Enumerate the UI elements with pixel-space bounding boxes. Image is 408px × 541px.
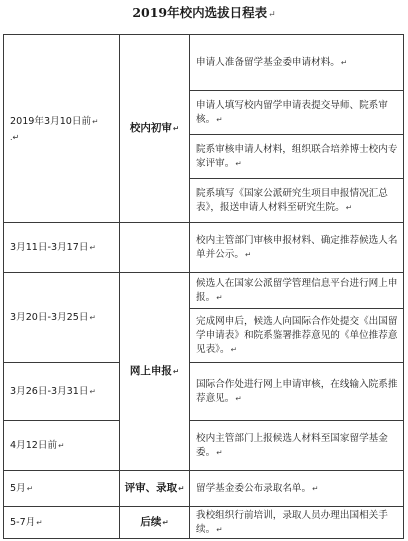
return-mark: ↵ bbox=[36, 517, 43, 527]
line-break-mark: .↵ bbox=[10, 133, 20, 142]
task-text: 留学基金委公布录取名单。 bbox=[196, 482, 312, 494]
task-cell bbox=[190, 91, 404, 135]
task-cell bbox=[190, 471, 404, 507]
stage-text: 网上申报 bbox=[129, 365, 172, 377]
task-cell bbox=[190, 179, 404, 223]
return-mark: ↵ bbox=[89, 386, 96, 396]
return-mark: ↵ bbox=[89, 242, 96, 252]
return-mark: ↵ bbox=[345, 202, 352, 212]
task-text: 完成网申后，候选人向国际合作处提交《出国留学申请表》和院系鉴署推荐意见的《单位推荐意见表》。 bbox=[196, 315, 398, 355]
task-cell bbox=[190, 223, 404, 273]
stage-text: 校内初审 bbox=[129, 122, 172, 134]
table-row bbox=[4, 421, 404, 471]
task-cell bbox=[190, 273, 404, 309]
task-text: 申请人准备留学基金委申请材料。 bbox=[196, 56, 340, 68]
return-mark: ↵ bbox=[172, 367, 180, 376]
table-row bbox=[4, 35, 404, 91]
table-row bbox=[4, 273, 404, 309]
date-cell-7 bbox=[4, 507, 120, 539]
date-text: 2019年3月10日前 bbox=[10, 116, 92, 127]
title-return-mark: ↵ bbox=[268, 10, 276, 20]
date-text: 3月11日-3月17日 bbox=[10, 241, 89, 253]
date-text: 5-7月 bbox=[10, 516, 36, 528]
return-mark: ↵ bbox=[216, 524, 223, 534]
task-cell bbox=[190, 363, 404, 421]
return-mark: ↵ bbox=[216, 114, 223, 124]
task-text: 候选人在国家公派留学管理信息平台进行网上申报。 bbox=[196, 277, 398, 303]
page-title-text: 2019年校内选拔日程表 bbox=[132, 5, 268, 20]
return-mark: ↵ bbox=[172, 124, 180, 133]
task-cell bbox=[190, 309, 404, 363]
task-text: 校内主管部门审核申报材料、确定推荐候选人名单并公示。 bbox=[196, 234, 398, 260]
stage-cell-1 bbox=[120, 35, 190, 223]
task-cell bbox=[190, 507, 404, 539]
return-mark: ↵ bbox=[216, 447, 223, 457]
table-row bbox=[4, 507, 404, 539]
stage-cell-3 bbox=[120, 471, 190, 507]
task-cell bbox=[190, 421, 404, 471]
stage-cell-2 bbox=[120, 273, 190, 471]
task-text: 国际合作处进行网上申请审核，在线输入院系推荐意见。 bbox=[196, 378, 398, 404]
date-cell-2 bbox=[4, 223, 120, 273]
date-cell-3 bbox=[4, 273, 120, 363]
return-mark: ↵ bbox=[58, 440, 65, 450]
task-text: 校内主管部门上报候选人材料至国家留学基金委。 bbox=[196, 432, 388, 458]
date-text: 5月 bbox=[10, 482, 26, 494]
return-mark: ↵ bbox=[216, 292, 223, 302]
return-mark: ↵ bbox=[235, 393, 242, 403]
page-title bbox=[0, 2, 408, 24]
table-row bbox=[4, 223, 404, 273]
task-text: 申请人填写校内留学申请表提交导师、院系审核。 bbox=[196, 99, 388, 125]
table-row bbox=[4, 363, 404, 421]
table-row bbox=[4, 471, 404, 507]
stage-text: 评审、录取 bbox=[124, 482, 178, 494]
date-cell-1 bbox=[4, 35, 120, 223]
task-text: 院系审核申请人材料，组织联合培养博士校内专家评审。 bbox=[196, 143, 398, 169]
return-mark: ↵ bbox=[26, 483, 33, 493]
return-mark: ↵ bbox=[162, 518, 169, 527]
return-mark: ↵ bbox=[340, 57, 348, 67]
stage-text: 后续 bbox=[140, 516, 162, 528]
date-text: 3月20日-3月25日 bbox=[10, 311, 89, 323]
return-mark: ↵ bbox=[244, 249, 252, 259]
date-cell-5 bbox=[4, 421, 120, 471]
return-mark: ↵ bbox=[230, 344, 237, 354]
date-cell-4 bbox=[4, 363, 120, 421]
date-cell-6 bbox=[4, 471, 120, 507]
schedule-table bbox=[3, 34, 404, 539]
task-text: 院系填写《国家公派研究生项目申报情况汇总表》，报送申请人材料至研究生院。 bbox=[196, 187, 388, 213]
stage-cell-empty bbox=[120, 223, 190, 273]
return-mark: ↵ bbox=[89, 312, 96, 322]
date-text: 4月12日前 bbox=[10, 439, 58, 451]
date-text: 3月26日-3月31日 bbox=[10, 385, 89, 397]
return-mark: ↵ bbox=[235, 158, 242, 168]
return-mark: ↵ bbox=[92, 117, 99, 126]
stage-cell-4 bbox=[120, 507, 190, 539]
task-cell bbox=[190, 135, 404, 179]
task-cell bbox=[190, 35, 404, 91]
task-text: 我校组织行前培训，录取人员办理出国相关手续。 bbox=[196, 509, 388, 535]
return-mark: ↵ bbox=[178, 484, 185, 493]
return-mark: ↵ bbox=[312, 483, 319, 493]
